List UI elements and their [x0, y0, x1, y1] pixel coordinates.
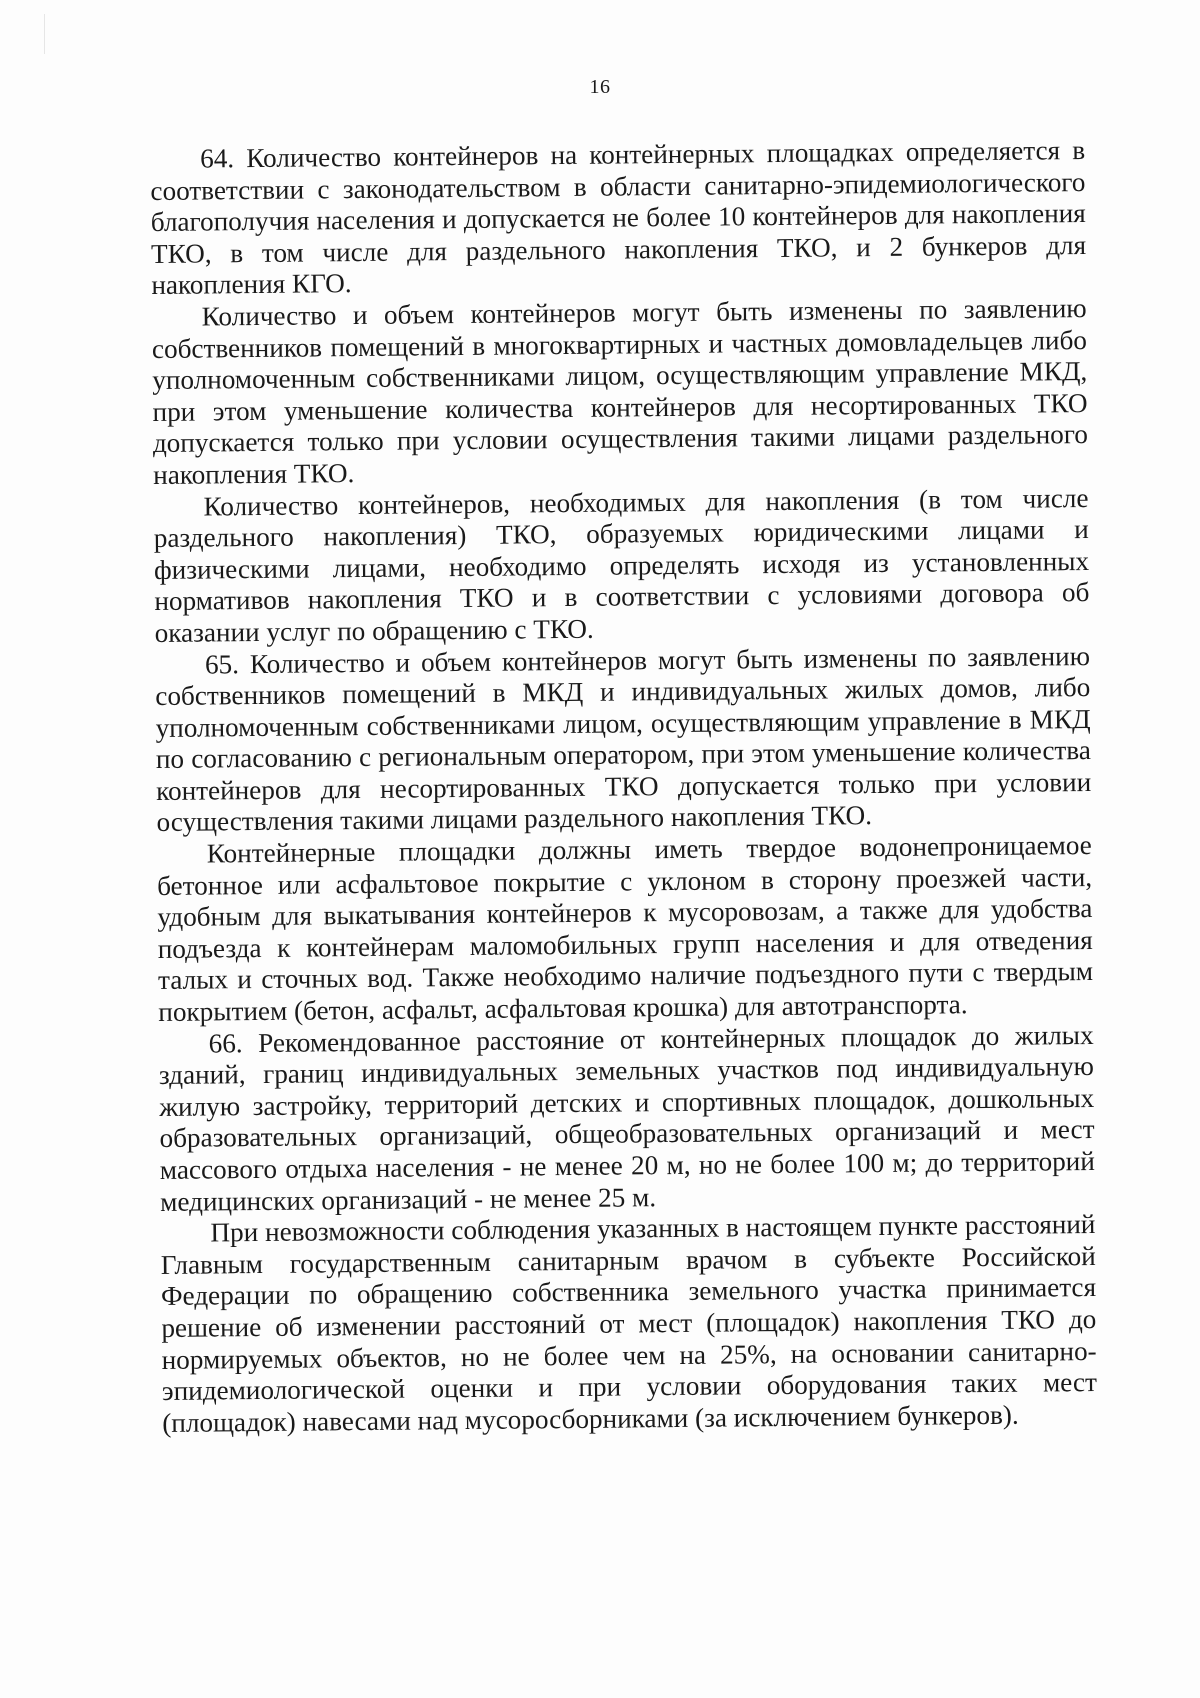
paragraph-container-count: Количество контейнеров, необходимых для накопления (в том числе раздельного накопления) ТКО, образуемых юридическими лицами и физическими лицами, необходимо определять исходя из установленных нормативов накопления ТКО и в соответствии с условиями договора об оказании услуг по обращению с ТКО. — [153, 482, 1090, 648]
paragraph-66: 66. Рекомендованное расстояние от контейнерных площадок до жилых зданий, границ индивидуальных земельных участков под индивидуальную жилую застройку, территорий детских и спортивных площадок, дошкольных образовательных организаций, общеобразовательных организаций и мест массового отдыха населения - не менее 20 м, но не более 100 м; до территорий медицинских организаций - не менее 25 м. — [158, 1019, 1095, 1217]
page-number: 16 — [589, 76, 611, 98]
document-body — [150, 135, 1097, 1439]
paragraph-container-change: Количество и объем контейнеров могут быть изменены по заявлению собственников помещений в многоквартирных и частных домовладельцев либо уполномоченным собственниками лицом, осуществляющим управление МКД, при этом уменьшение количества контейнеров для несортированных ТКО допускается только при условии осуществления такими лицами раздельного накопления ТКО. — [151, 292, 1088, 490]
scan-artifact — [44, 14, 45, 54]
paragraph-distance-exception: При невозможности соблюдения указанных в настоящем пункте расстояний Главным государственным санитарным врачом в субъекте Российской Федерации по обращению собственника земельного участка принимается решение об изменении расстояний от мест (площадок) накопления ТКО до нормируемых объектов, но не более чем на 25%, на основании санитарно-эпидемиологической оценки и при условии оборудования таких мест (площадок) навесами над мусоросборниками (за исключением бункеров). — [160, 1209, 1098, 1438]
paragraph-64: 64. Количество контейнеров на контейнерных площадках определяется в соответствии с законодательством в области санитарно-эпидемиологического благополучия населения и допускается не более 10 контейнеров для накопления ТКО, в том числе для раздельного накопления ТКО, и 2 бункеров для накопления КГО. — [150, 135, 1087, 301]
paragraph-site-surface: Контейнерные площадки должны иметь твердое водонепроницаемое бетонное или асфальтовое покрытие с уклоном в сторону проезжей части, удобным для выкатывания контейнеров к мусоровозам, а также для удобства подъезда к контейнерам маломобильных групп населения и для отведения талых и сточных вод. Также необходимо наличие подъездного пути с твердым покрытием (бетон, асфальт, асфальтовая крошка) для автотранспорта. — [156, 830, 1094, 1027]
paragraph-65: 65. Количество и объем контейнеров могут быть изменены по заявлению собственников помещений в МКД и индивидуальных жилых домов, либо уполномоченным собственниками лицом, осуществляющим управление в МКД по согласованию с региональным оператором, при этом уменьшение количества контейнеров для несортированных ТКО допускается только при условии осуществления такими лицами раздельного накопления ТКО. — [155, 640, 1092, 838]
